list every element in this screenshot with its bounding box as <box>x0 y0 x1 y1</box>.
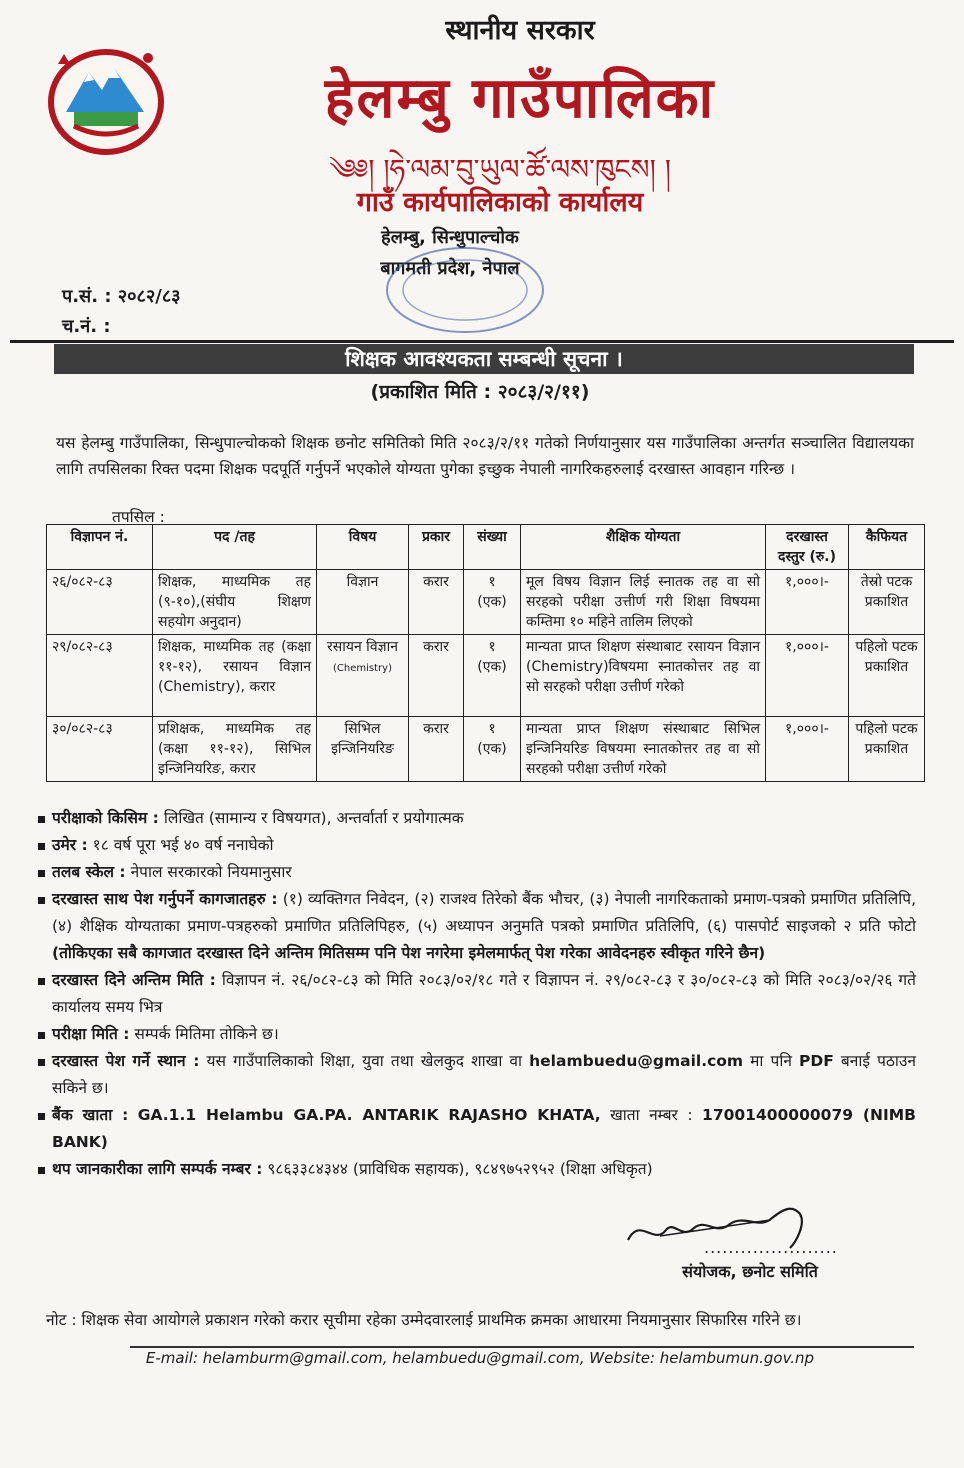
subject-text: सिभिल इन्जिनियरिङ <box>331 721 394 757</box>
count-number: १ <box>488 639 496 655</box>
table-row <box>47 635 925 717</box>
count-number: १ <box>488 574 496 590</box>
detail-age <box>36 832 916 859</box>
tapsil-label: तपसिल : <box>112 508 165 526</box>
municipality-name-tibetan: ༄༅། །ཧེ་ལམ་བུ་ཡུལ་ཚོ་ལས་ཁུངས། ། <box>329 153 671 186</box>
header-post: पद /तह <box>153 525 317 570</box>
cell-count <box>464 717 521 782</box>
detail-value: ९८६३३८४३४४ (प्राविधिक सहायक), ९८४९७५२९५२ (शिक्षा अधिकृत) <box>267 1160 653 1178</box>
detail-value: बनाई पठाउन सकिने छ। <box>52 1052 916 1097</box>
count-words: (एक) <box>477 594 507 610</box>
detail-deadline <box>36 967 916 1021</box>
local-government-heading: स्थानीय सरकार <box>445 15 595 46</box>
address-line-1: हेलम्बु, सिन्धुपाल्चोक <box>381 227 519 248</box>
cell-qualification: मान्यता प्राप्त शिक्षण संस्थाबाट रसायन विज्ञान (Chemistry)विषयमा स्नातकोत्तर तह वा सो सरहको परीक्षा उत्तीर्ण गरेको <box>521 635 766 717</box>
header-type: प्रकार <box>409 525 464 570</box>
footer-contact: E-mail: helamburm@gmail.com, helambuedu@gmail.com, Website: helambumun.gov.np <box>145 1349 815 1367</box>
count-words: (एक) <box>477 741 507 757</box>
detail-label: दरखास्त दिने अन्तिम मिति : <box>52 971 216 989</box>
detail-label: थप जानकारीका लागि सम्पर्क नम्बर : <box>52 1160 263 1178</box>
cell-subject <box>317 717 409 782</box>
cell-ad-no: ३०/०८२-८३ <box>47 717 153 782</box>
published-date: (प्रकाशित मिति : २०८३/२/११) <box>370 381 590 403</box>
header-qualification: शैक्षिक योग्यता <box>521 525 766 570</box>
detail-note: (तोकिएका सबै कागजात दरखास्त दिने अन्तिम मितिसम्म पनि पेश नगरेमा इमेलमार्फत् पेश गरेका आवेदनहरु स्वीकृत गरिने छैन) <box>52 944 766 962</box>
signatory-title: संयोजक, छनोट समिति <box>682 1262 818 1281</box>
pdf-label: PDF <box>799 1052 834 1070</box>
cell-ad-no: २६/०८२-८३ <box>47 570 153 635</box>
detail-value: यस गाउँपालिकाको शिक्षा, युवा तथा खेलकुद शाखा वा <box>206 1052 523 1070</box>
table-row <box>47 570 925 635</box>
cell-subject <box>317 570 409 635</box>
detail-label: बैंक खाता : <box>52 1106 129 1124</box>
count-words: (एक) <box>477 659 507 675</box>
office-name: गाउँ कार्यपालिकाको कार्यालय <box>356 187 644 218</box>
detail-exam-type <box>36 805 916 832</box>
count-number: १ <box>488 721 496 737</box>
cell-fee: १,०००।- <box>766 717 849 782</box>
cell-fee: १,०००।- <box>766 570 849 635</box>
detail-label: परीक्षाको किसिम : <box>52 809 159 827</box>
reference-number: प.सं. : २०८२/८३ <box>62 286 181 307</box>
cell-post: शिक्षक, माध्यमिक तह (९-१०),(संघीय शिक्षण सहयोग अनुदान) <box>153 570 317 635</box>
submission-email: helambuedu@gmail.com <box>529 1052 744 1070</box>
vacancy-table <box>46 524 925 782</box>
detail-label: उमेर : <box>52 836 88 854</box>
header-divider <box>10 340 954 343</box>
detail-label: दरखास्त पेश गर्ने स्थान : <box>52 1052 200 1070</box>
dispatch-number: च.नं. : <box>62 316 111 337</box>
cell-count <box>464 570 521 635</box>
cell-remarks: पहिलो पटक प्रकाशित <box>849 635 925 717</box>
cell-qualification: मान्यता प्राप्त शिक्षण संस्थाबाट सिभिल इन्जिनियरिङ विषयमा स्नातकोत्तर तह वा सो सरहको परीक्षा उत्तीर्ण गरेको <box>521 717 766 782</box>
cell-type: करार <box>409 635 464 717</box>
details-list <box>36 805 916 1183</box>
cell-type: करार <box>409 717 464 782</box>
detail-label: परीक्षा मिति : <box>52 1025 130 1043</box>
municipality-name: हेलम्बु गाउँपालिका <box>324 65 716 131</box>
header-subject: विषय <box>317 525 409 570</box>
subject-note: (Chemistry) <box>333 663 392 674</box>
office-stamp-icon <box>380 238 550 338</box>
header-fee: दरखास्त दस्तुर (रु.) <box>766 525 849 570</box>
cell-count <box>464 635 521 717</box>
cell-subject <box>317 635 409 717</box>
detail-salary <box>36 859 916 886</box>
detail-value: १८ वर्ष पूरा भई ४० वर्ष ननाघेको <box>92 836 274 854</box>
detail-label: तलब स्केल : <box>52 863 126 881</box>
subject-text: रसायन विज्ञान <box>327 639 398 655</box>
cell-type: करार <box>409 570 464 635</box>
intro-paragraph: यस हेलम्बु गाउँपालिका, सिन्धुपाल्चोकको शिक्षक छनोट समितिको मिति २०८३/२/११ गतेको निर्णयानुसार यस गाउँपालिका अन्तर्गत सञ्चालित विद्यालयका लागि तपसिलका रिक्त पदमा शिक्षक पदपूर्ति गर्नुपर्ने भएकोले योग्यता पुगेका इच्छुक नेपाली नागरिकहरुलाई दरखास्त आवहान गरिन्छ । <box>56 434 914 478</box>
detail-label: दरखास्त साथ पेश गर्नुपर्ने कागजातहरु : <box>52 890 278 908</box>
footnote: नोट : शिक्षक सेवा आयोगले प्रकाशन गरेको करार सूचीमा रहेका उम्मेदवारलाई प्राथमिक क्रमका आधारमा नियमानुसार सिफारिस गरिने छ। <box>46 1311 802 1329</box>
header-remarks: कैफियत <box>849 525 925 570</box>
cell-qualification: मूल विषय विज्ञान लिई स्नातक तह वा सो सरहको परीक्षा उत्तीर्ण गरी शिक्षा विषयमा कम्तिमा १० महिने तालिम लिएको <box>521 570 766 635</box>
detail-documents <box>36 886 916 967</box>
address-line-2: बागमती प्रदेश, नेपाल <box>380 258 520 279</box>
cell-post: प्रशिक्षक, माध्यमिक तह (कक्षा ११-१२), सिभिल इन्जिनियरिङ, करार <box>153 717 317 782</box>
cell-remarks: पहिलो पटक प्रकाशित <box>849 717 925 782</box>
bank-number: 17001400000079 (NIMB BANK) <box>52 1106 916 1151</box>
detail-value: (१) व्यक्तिगत निवेदन, (२) राजश्व तिरेको बैंक भौचर, (३) नेपाली नागरिकताको प्रमाण-पत्रको प्रमाणित प्रतिलिपि, (४) शैक्षिक योग्यताका प्रमाण-पत्रहरुको प्रमाणित प्रतिलिपिहरु, (५) अध्यापन अनुमति पत्रको प्रमाणित प्रतिलिपि, (६) पासपोर्ट साइजको २ प्रति फोटो <box>52 890 917 935</box>
header-ad-no: विज्ञापन नं. <box>47 525 153 570</box>
detail-exam-date <box>36 1021 916 1048</box>
detail-value: मा पनि <box>750 1052 792 1070</box>
table-header-row <box>47 525 925 570</box>
cell-fee: १,०००।- <box>766 635 849 717</box>
bank-account-name: GA.1.1 Helambu GA.PA. ANTARIK RAJASHO KHATA, <box>137 1106 601 1124</box>
detail-value: विज्ञापन नं. २६/०८२-८३ को मिति २०८३/०२/१८ गते र विज्ञापन नं. २९/०८२-८३ र ३०/०८२-८३ को मिति २०८३/०२/२६ गते कार्यालय समय भित्र <box>52 971 916 1016</box>
subject-text: विज्ञान <box>346 574 379 590</box>
cell-post: शिक्षक, माध्यमिक तह (कक्षा ११-१२), रसायन विज्ञान (Chemistry), करार <box>153 635 317 717</box>
detail-value: नेपाल सरकारको नियमानुसार <box>130 863 292 881</box>
detail-contact <box>36 1156 916 1183</box>
signature-line: ...................... <box>704 1238 838 1257</box>
bank-number-label: खाता नम्बर : <box>610 1106 693 1124</box>
detail-submission-place <box>36 1048 916 1102</box>
cell-ad-no: २९/०८२-८३ <box>47 635 153 717</box>
nepal-emblem-icon <box>44 42 168 156</box>
header-count: संख्या <box>464 525 521 570</box>
detail-bank <box>36 1102 916 1156</box>
notice-title-bar <box>54 344 914 374</box>
table-row <box>47 717 925 782</box>
detail-value: लिखित (सामान्य र विषयगत), अन्तर्वार्ता र प्रयोगात्मक <box>163 809 464 827</box>
footer-divider <box>130 1346 914 1348</box>
notice-title: शिक्षक आवश्यकता सम्बन्धी सूचना । <box>345 347 623 371</box>
cell-remarks: तेस्रो पटक प्रकाशित <box>849 570 925 635</box>
detail-value: सम्पर्क मितिमा तोकिने छ। <box>134 1025 279 1043</box>
